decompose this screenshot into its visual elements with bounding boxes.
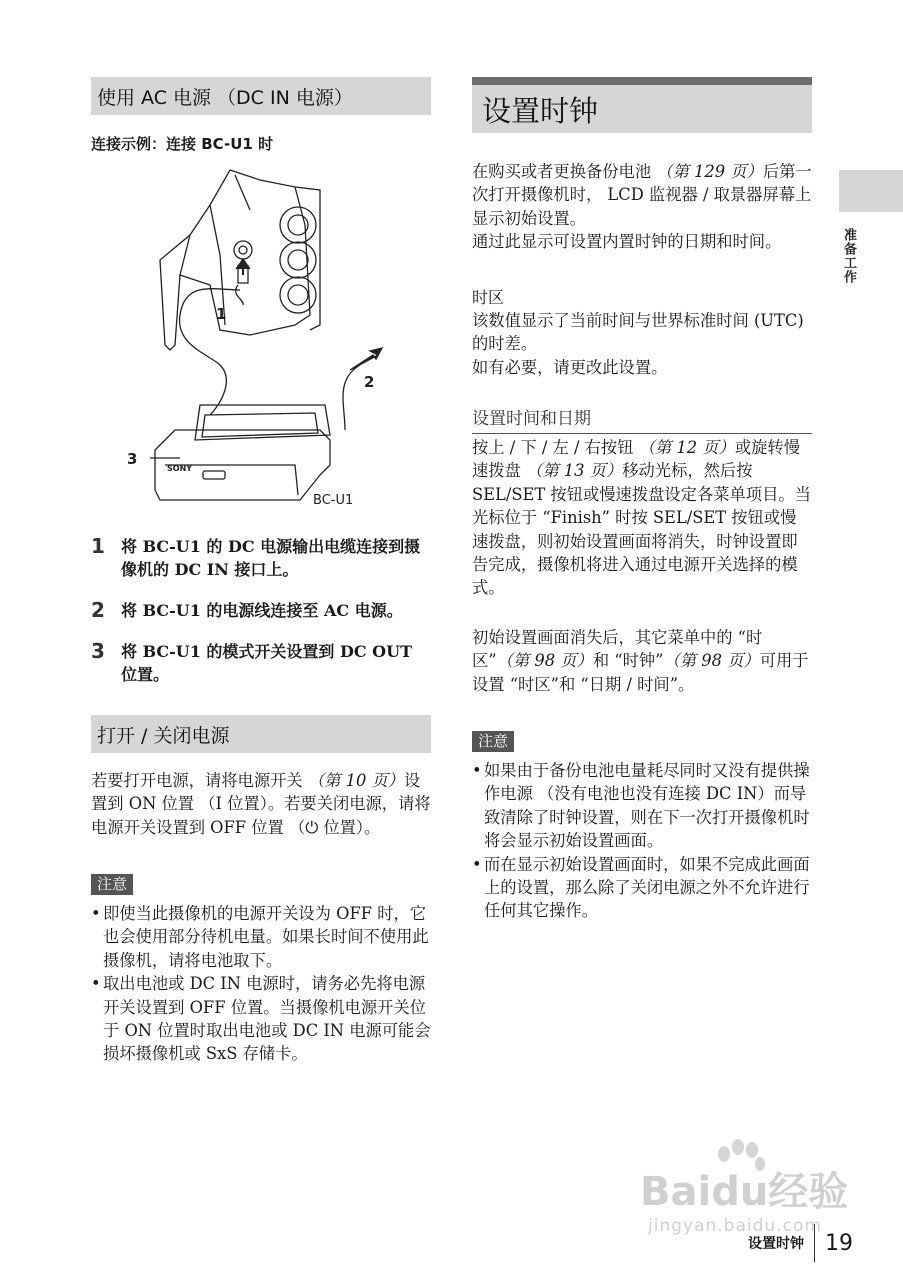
step-item xyxy=(91,640,431,686)
note-block xyxy=(472,731,812,923)
section-title: 打开 / 关闭电源 xyxy=(91,715,431,753)
note-badge: 注意 xyxy=(91,874,133,895)
chapter-tab xyxy=(839,170,903,212)
clock-intro xyxy=(472,160,812,254)
power-text-2: 设置到 ON 位置 （I 位置）。若要关闭电源，请将电源开关设置到 OFF 位置 （⏻ 位置）。 xyxy=(91,771,431,837)
figure-caption: 连接示例：连接 BC-U1 时 xyxy=(91,135,274,153)
note-badge: 注意 xyxy=(472,731,514,752)
datetime-text: 或旋转慢速拨盘 xyxy=(472,438,800,481)
label-2: 2 xyxy=(364,373,375,391)
power-text-1: 若要打开电源，请将电源开关 xyxy=(91,771,308,790)
step-number: 2 xyxy=(91,598,105,622)
intro-text-2: 后第一次打开摄像机时， LCD 监视器 / 取景器屏幕上显示初始设置。 xyxy=(472,162,812,228)
timezone-block xyxy=(472,287,812,379)
page-reference: （第 13 页） xyxy=(526,461,623,481)
section-title: 设置时钟 xyxy=(472,77,812,133)
step-text: 将 BC-U1 的电源线连接至 AC 电源。 xyxy=(121,601,403,620)
datetime-text: 移动光标，然后按 SEL/SET 按钮或慢速拨盘设定各菜单项目。当光标位于 “Finish” 时按 SEL/SET 按钮或慢速拨盘，则初始设置画面将消失，时钟设置即告完成，摄像机将进入通过电源开关选择的模式。 xyxy=(472,461,811,598)
note-item: • 而在显示初始设置画面时，如果不完成此画面上的设置，那么除了关闭电源之外不允许进行任何其它操作。 xyxy=(472,853,812,923)
step-text: 将 BC-U1 的 DC 电源输出电缆连接到摄像机的 DC IN 接口上。 xyxy=(121,537,421,579)
page-footer xyxy=(748,1224,853,1262)
clock-section-header xyxy=(472,77,812,133)
page-reference: （第 10 页） xyxy=(307,771,405,790)
after-text: 和 “时钟” xyxy=(592,651,664,671)
power-section-header xyxy=(91,715,431,753)
intro-text-3: 通过此显示可设置内置时钟的日期和时间。 xyxy=(472,232,782,252)
note-list xyxy=(91,902,431,1066)
note-block xyxy=(91,874,431,1066)
note-item: • 即使当此摄像机的电源开关设为 OFF 时，它也会使用部分待机电量。如果长时间不使用此摄像机，请将电池取下。 xyxy=(91,902,431,972)
after-setup-body xyxy=(472,626,812,696)
chapter-tab-label: 准备工作 xyxy=(841,228,856,284)
note-item: • 取出电池或 DC IN 电源时，请务必先将电源开关设置到 OFF 位置。当摄像机电源开关位于 ON 位置时取出电池或 DC IN 电源可能会损坏摄像机或 SxS 存储卡。 xyxy=(91,972,431,1066)
device-label: BC-U1 xyxy=(313,493,354,508)
datetime-text: 按上 / 下 / 左 / 右按钮 xyxy=(472,438,639,457)
watermark-sub: jingyan.baidu.com xyxy=(648,1216,822,1236)
datetime-heading: 设置时间和日期 xyxy=(472,404,812,434)
timezone-heading: 时区 xyxy=(472,288,505,307)
after-text: 可用于设置 “时区”和 “日期 / 时间”。 xyxy=(472,651,809,694)
page-reference: （第 98 页） xyxy=(496,651,593,671)
connection-diagram xyxy=(120,165,440,525)
brand-logo: SONY xyxy=(167,464,193,473)
step-text: 将 BC-U1 的模式开关设置到 DC OUT 位置。 xyxy=(121,642,412,684)
section-title: 使用 AC 电源 （DC IN 电源） xyxy=(91,77,431,115)
page-reference: （第 98 页） xyxy=(663,651,760,671)
footer-section: 设置时钟 xyxy=(748,1236,804,1252)
watermark-main: Baidu经验 xyxy=(640,1169,849,1215)
step-number: 1 xyxy=(91,534,105,558)
after-text: 初始设置画面消失后，其它菜单中的 “时区” xyxy=(472,628,763,671)
power-body xyxy=(91,769,431,839)
steps-list xyxy=(91,535,431,686)
datetime-subsection xyxy=(472,404,812,434)
step-item xyxy=(91,599,431,622)
datetime-body xyxy=(472,436,812,600)
step-item xyxy=(91,535,431,581)
timezone-text-2: 如有必要，请更改此设置。 xyxy=(472,357,668,377)
label-1: 1 xyxy=(216,305,227,323)
page-number: 19 xyxy=(814,1224,853,1262)
note-list xyxy=(472,759,812,923)
label-3: 3 xyxy=(127,450,138,468)
page-reference: （第 129 页） xyxy=(656,162,763,181)
intro-text-1: 在购买或者更换备份电池 xyxy=(472,162,657,181)
note-item: • 如果由于备份电池电量耗尽同时又没有提供操作电源 （没有电池也没有连接 DC IN）而导致清除了时钟设置，则在下一次打开摄像机时将会显示初始设置画面。 xyxy=(472,759,812,853)
timezone-text: 该数值显示了当前时间与世界标准时间 (UTC) 的时差。 xyxy=(472,311,804,354)
page-reference: （第 12 页） xyxy=(638,438,735,457)
ac-power-section-header xyxy=(91,77,431,115)
step-number: 3 xyxy=(91,639,105,663)
